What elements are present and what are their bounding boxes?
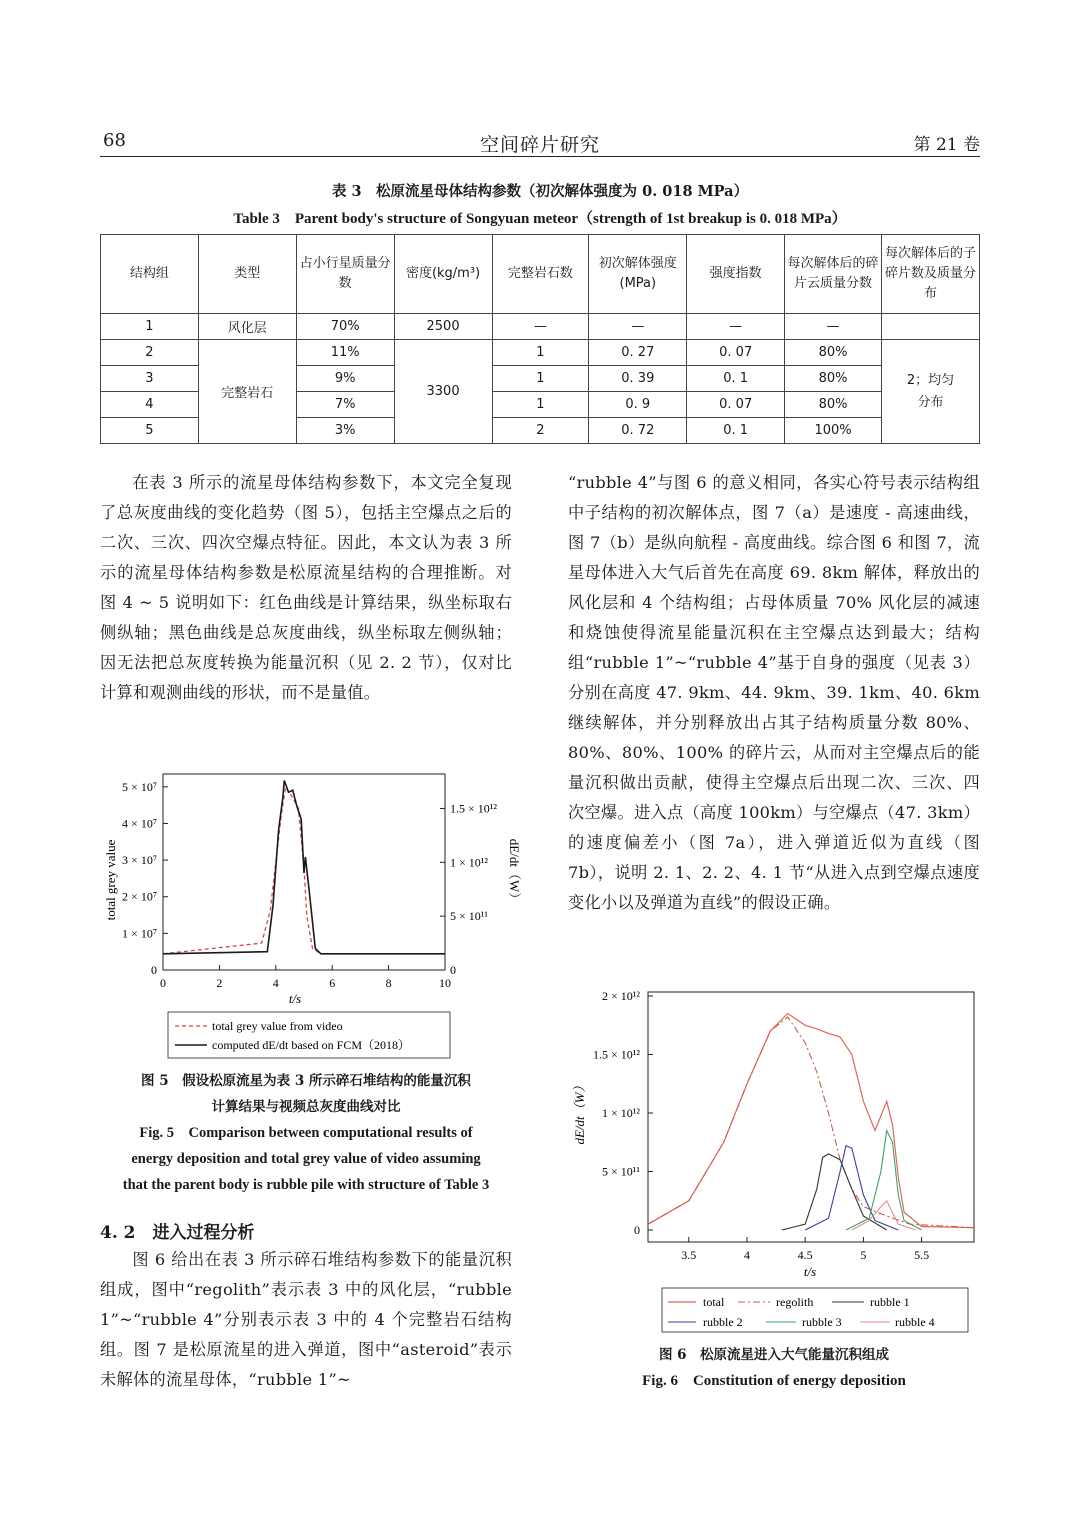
fig6-x-tick-label: 4.5: [797, 1248, 813, 1262]
cell: 9%: [296, 366, 394, 392]
fig5-caption-cn-1: 图 5 假设松原流星为表 3 所示碎石堆结构的能量沉积: [141, 1073, 471, 1089]
fig6-caption-en: Fig. 6 Constitution of energy deposition: [642, 1373, 906, 1389]
fig5-x-tick-label: 8: [385, 976, 392, 990]
cell: 1: [101, 314, 199, 340]
fig6-x-tick-label: 4: [743, 1248, 750, 1262]
cell: 0. 39: [589, 366, 687, 392]
fig6-x-tick-label: 3.5: [681, 1248, 697, 1262]
fig5-x-tick-label: 10: [439, 976, 451, 990]
cell-merged-density: 3300: [394, 340, 492, 444]
fig5-left-tick-label: 0: [151, 963, 157, 977]
fig5-x-tick-label: 2: [216, 976, 223, 990]
fig5-left-tick-label: 3 × 10⁷: [122, 853, 157, 868]
fig5-right-tick-label: 5 × 10¹¹: [450, 909, 488, 924]
cell: 2500: [394, 314, 492, 340]
fig5-ylabel-right: dE/dt（W）: [507, 838, 522, 906]
fig6-x-tick-label: 5: [860, 1248, 867, 1262]
col-header: 初次解体强度(MPa): [589, 235, 687, 314]
fig6-legend-rubble3: rubble 3: [802, 1315, 842, 1329]
table-row: [101, 340, 980, 366]
fig6-y-tick-label: 2 × 10¹²: [602, 989, 640, 1003]
table3-title-en: Table 3 Parent body's structure of Songyuan meteor（strength of 1st breakup is 0. 018 MPa）: [233, 211, 847, 227]
cell: 0. 1: [687, 418, 785, 444]
fig6-legend-regolith: regolith: [776, 1295, 814, 1309]
cell: 0. 1: [687, 366, 785, 392]
right-paragraph: “rubble 4”与图 6 的意义相同，各实心符号表示结构组中子结构的初次解体点，图 7（a）是速度 - 高速曲线，图 7（b）是纵向航程 - 高度曲线。综合图 6 和图 7，流星母体进入大气后首先在高度 69. 8km 解体，释放出的风化层和 4 个结构组；占母体质量 70% 风化层的减速和烧蚀使得流星能量沉积在主空爆点达到最大；结构组“rubble 1”~“rubble 4”基于自身的强度（见表 3）分别在高度 47. 9km、44. 9km、39. 1km、40. 6km 继续解体，并分别释放出占其子结构质量分数 80%、80%、80%、100% 的碎片云，从而对主空爆点后的能量沉积做出贡献，使得主空爆点后出现二次、三次、四次空爆。进入点（高度 100km）与空爆点（47. 3km）的速度偏差小（图 7a），进入弹道近似为直线（图 7b），说明 2. 1、2. 2、4. 1 节“从进入点到空爆点速度变化小以及弹道为直线”的假设正确。: [568, 473, 980, 912]
table-3: [100, 234, 980, 444]
cell: 0. 27: [589, 340, 687, 366]
cell: 3%: [296, 418, 394, 444]
fig6-y-tick-label: 1 × 10¹²: [602, 1106, 640, 1120]
fig6-legend-rubble4: rubble 4: [895, 1315, 935, 1329]
cell: 1: [492, 392, 589, 418]
left-paragraph-2: 图 6 给出在表 3 所示碎石堆结构参数下的能量沉积组成，图中“regolith”表示表 3 中的风化层，“rubble 1”~“rubble 4”分别表示表 3 中的 4 个完整岩石结构组。图 7 是松原流星的进入弹道，图中“asteroid”表示未解体的流星母体，“rubble 1”~: [100, 1250, 512, 1389]
cell: 0. 72: [589, 418, 687, 444]
cell: 4: [101, 392, 199, 418]
table-header-row: [101, 235, 980, 314]
cell: 80%: [785, 392, 882, 418]
fig5-right-tick-label: 0: [450, 963, 456, 977]
col-header: 结构组: [101, 235, 199, 314]
table3-title-cn: 表 3 松原流星母体结构参数（初次解体强度为 0. 018 MPa）: [331, 183, 749, 200]
col-header: 每次解体后的子碎片数及质量分布: [882, 235, 980, 314]
col-header: 完整岩石数: [492, 235, 589, 314]
fig6-plot-frame: [648, 992, 974, 1242]
distribution-text: 2；均匀分布: [906, 372, 955, 410]
fig5-ylabel-left: total grey value: [103, 839, 118, 921]
fig5-right-tick-label: 1 × 10¹²: [450, 855, 488, 870]
fig6-y-tick-label: 0: [634, 1223, 640, 1237]
col-header: 每次解体后的碎片云质量分数: [785, 235, 882, 314]
fig6-y-tick-label: 5 × 10¹¹: [602, 1164, 640, 1179]
col-header: 占小行星质量分数: [296, 235, 394, 314]
cell: 0. 07: [687, 340, 785, 366]
cell: 70%: [296, 314, 394, 340]
page-number: 68: [103, 130, 126, 151]
header-rule: [100, 156, 980, 157]
fig5-legend-video: total grey value from video: [212, 1019, 343, 1033]
fig5-left-tick-label: 5 × 10⁷: [122, 779, 157, 794]
col-header: 类型: [198, 235, 296, 314]
fig6-series-regolith: [648, 1017, 974, 1228]
fig5-caption-cn-2: 计算结果与视频总灰度曲线对比: [211, 1099, 401, 1115]
fig6-x-tick-label: 5.5: [914, 1248, 930, 1262]
fig5-left-tick-label: 1 × 10⁷: [122, 926, 157, 941]
cell-merged-distribution: [882, 340, 980, 444]
cell: 11%: [296, 340, 394, 366]
cell: 3: [101, 366, 199, 392]
cell: 0. 07: [687, 392, 785, 418]
fig5-x-tick-label: 4: [272, 976, 279, 990]
fig5-caption-en-1: Fig. 5 Comparison between computational results of: [139, 1125, 473, 1141]
cell: —: [492, 314, 589, 340]
fig6-ylabel: dE/dt（W）: [572, 1079, 587, 1145]
fig5-caption-en-3: that the parent body is rubble pile with structure of Table 3: [122, 1177, 490, 1193]
cell: 80%: [785, 340, 882, 366]
cell: 1: [492, 340, 589, 366]
cell: 100%: [785, 418, 882, 444]
fig5-legend-computed: computed dE/dt based on FCM（2018）: [212, 1038, 410, 1052]
cell: 2: [101, 340, 199, 366]
cell: —: [589, 314, 687, 340]
volume-label: 第 21 卷: [913, 135, 980, 155]
fig6-series-total: [648, 1014, 974, 1228]
cell: 7%: [296, 392, 394, 418]
cell: —: [687, 314, 785, 340]
fig5-series-computed: [163, 781, 445, 954]
cell: 5: [101, 418, 199, 444]
cell: —: [785, 314, 882, 340]
cell: 80%: [785, 366, 882, 392]
fig5-x-tick-label: 6: [329, 976, 336, 990]
cell: 0. 9: [589, 392, 687, 418]
fig6-caption: [568, 1342, 980, 1394]
journal-title: 空间碎片研究: [479, 134, 600, 156]
cell: 风化层: [198, 314, 296, 340]
fig5-x-tick-label: 0: [160, 976, 166, 990]
col-header: 密度(kg/m³): [394, 235, 492, 314]
fig5-caption-en-2: energy deposition and total grey value of video assuming: [131, 1151, 481, 1167]
fig5-chart: [95, 760, 525, 1065]
fig6-legend-total: total: [703, 1295, 725, 1309]
fig5-right-tick-label: 1.5 × 10¹²: [450, 801, 497, 816]
fig5-left-tick-label: 2 × 10⁷: [122, 889, 157, 904]
fig6-xlabel: t/s: [803, 1264, 817, 1279]
fig6-legend-rubble2: rubble 2: [703, 1315, 743, 1329]
cell: 2: [492, 418, 589, 444]
fig6-legend-rubble1: rubble 1: [870, 1295, 910, 1309]
cell: [882, 314, 980, 340]
fig5-left-tick-label: 4 × 10⁷: [122, 816, 157, 831]
cell: 1: [492, 366, 589, 392]
fig5-xlabel: t/s: [288, 991, 302, 1006]
fig6-y-tick-label: 1.5 × 10¹²: [593, 1047, 640, 1062]
table-row: [101, 314, 980, 340]
fig5-caption: [100, 1068, 512, 1198]
col-header: 强度指数: [687, 235, 785, 314]
cell-merged-type: 完整岩石: [198, 340, 296, 444]
fig6-caption-cn: 图 6 松原流星进入大气能量沉积组成: [658, 1347, 890, 1363]
fig6-chart: [570, 982, 982, 1337]
section-title: 4. 2 进入过程分析: [100, 1223, 255, 1243]
left-paragraph-1: 在表 3 所示的流星母体结构参数下，本文完全复现了总灰度曲线的变化趋势（图 5），包括主空爆点之后的二次、三次、四次空爆点特征。因此，本文认为表 3 所示的流星母体结构参数是松原流星结构的合理推断。对图 4 ~ 5 说明如下：红色曲线是计算结果，纵坐标取右侧纵轴；黑色曲线是总灰度曲线，纵坐标取左侧纵轴；因无法把总灰度转换为能量沉积（见 2. 2 节），仅对比计算和观测曲线的形状，而不是量值。: [100, 473, 512, 702]
